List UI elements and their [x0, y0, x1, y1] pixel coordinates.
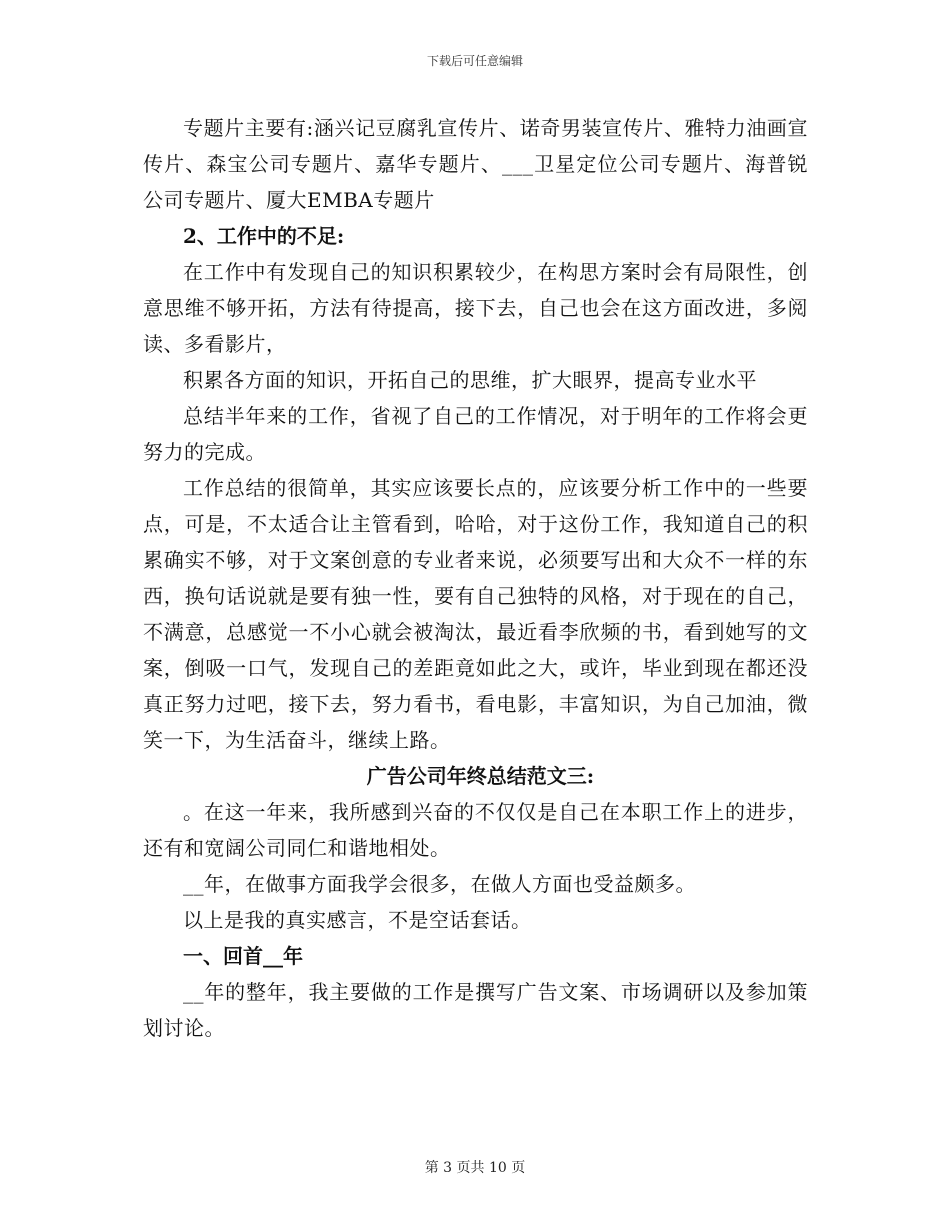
document-body [143, 110, 808, 1046]
page-footer: 第 3 页共 10 页 [424, 1160, 526, 1176]
section-heading-shortcomings: 2、工作中的不足: [183, 224, 345, 248]
paragraph-project-list: 专题片主要有:涵兴记豆腐乳宣传片、诺奇男装宣传片、雅特力油画宣传片、森宝公司专题片、嘉华专题片、___卫星定位公司专题片、海普锐公司专题片、厦大EMBA专题片 [143, 116, 808, 212]
paragraph-half-year-summary: 总结半年来的工作，省视了自己的工作情况，对于明年的工作将会更努力的完成。 [143, 404, 808, 464]
paragraph-knowledge: 积累各方面的知识，开拓自己的思维，扩大眼界，提高专业水平 [183, 368, 757, 392]
paragraph-shortcomings: 在工作中有发现自己的知识积累较少，在构思方案时会有局限性，创意思维不够开拓，方法有待提高，接下去，自己也会在这方面改进，多阅读、多看影片， [143, 260, 808, 356]
paragraph-intro: 。在这一年来，我所感到兴奋的不仅仅是自己在本职工作上的进步，还有和宽阔公司同仁和谐地相处。 [143, 800, 808, 860]
section-heading-review: 一、回首__年 [183, 944, 303, 968]
paragraph-sincere: 以上是我的真实感言，不是空话套话。 [183, 908, 532, 932]
page-header: 下载后可任意编辑 [426, 54, 523, 68]
paragraph-main-work: __年的整年，我主要做的工作是撰写广告文案、市场调研以及参加策划讨论。 [143, 980, 808, 1040]
paragraph-year-learning: __年，在做事方面我学会很多，在做人方面也受益颇多。 [183, 872, 696, 896]
paragraph-reflection: 工作总结的很简单，其实应该要长点的，应该要分析工作中的一些要点，可是，不太适合让主管看到，哈哈，对于这份工作，我知道自己的积累确实不够，对于文案创意的专业者来说，必须要写出和大众不一样的东西，换句话说就是要有独一性，要有自己独特的风格，对于现在的自己，不满意，总感觉一不小心就会被淘汰，最近看李欣频的书，看到她写的文案，倒吸一口气，发现自己的差距竟如此之大，或许，毕业到现在都还没真正努力过吧，接下去，努力看书，看电影，丰富知识，为自己加油，微笑一下，为生活奋斗，继续上路。 [143, 476, 808, 752]
article-title: 广告公司年终总结范文三: [366, 764, 595, 788]
